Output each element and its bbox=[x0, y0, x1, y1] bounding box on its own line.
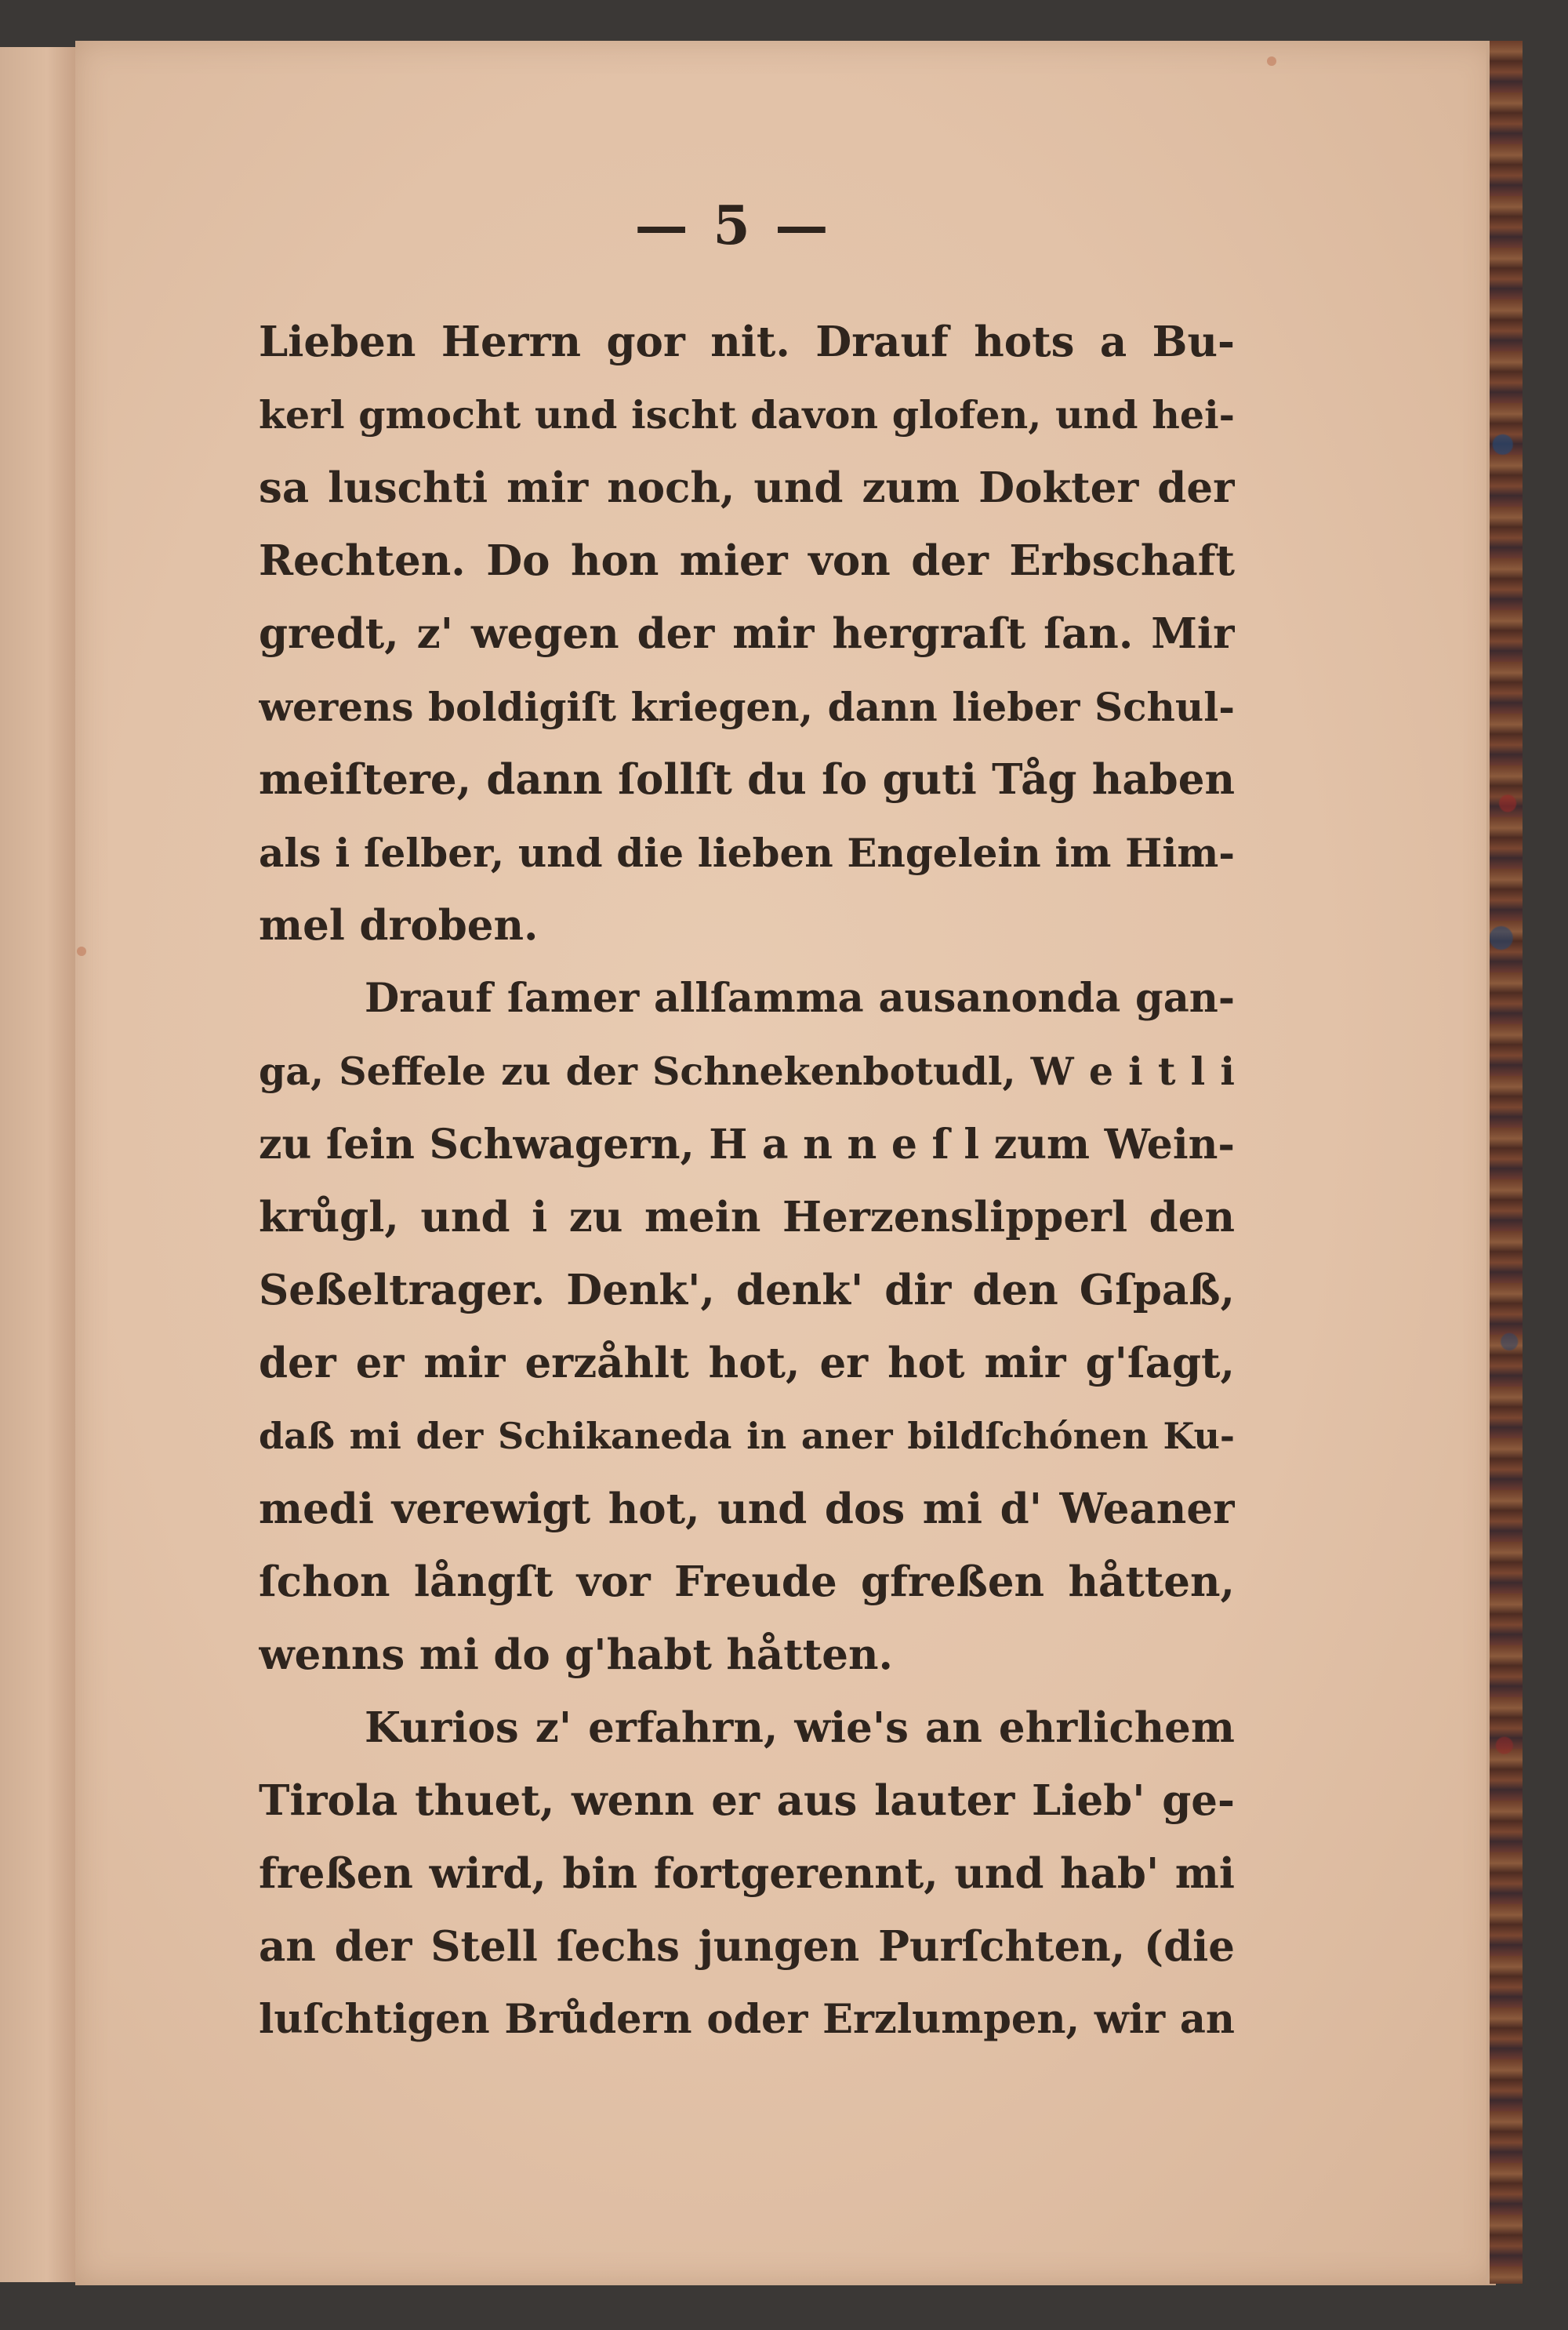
text-line: Lieben Herrn gor nit. Drauf hots a Bu- bbox=[259, 318, 1235, 366]
text-line: ga, Seffele zu der Schnekenbotudl, W e i t l i bbox=[259, 1049, 1235, 1094]
text-line: der er mir erzåhlt hot, er hot mir g'ſagt, bbox=[259, 1339, 1235, 1387]
text-line: freßen wird, bin fortgerennt, und hab' mi bbox=[259, 1849, 1235, 1898]
text-line: Rechten. Do hon mier von der Erbschaft bbox=[259, 536, 1235, 585]
page-number: — 5 — bbox=[634, 194, 832, 257]
text-line: wenns mi do g'habt håtten. bbox=[259, 1630, 893, 1679]
text-line: an der Stell ſechs jungen Purſchten, (die bbox=[259, 1922, 1235, 1971]
paper-speck bbox=[77, 947, 86, 956]
text-line: als i ſelber, und die lieben Engelein im Him- bbox=[259, 830, 1235, 876]
text-line: daß mi der Schikaneda in aner bildſchónen Ku- bbox=[259, 1415, 1235, 1457]
text-line: sa luschti mir noch, und zum Dokter der bbox=[259, 463, 1235, 512]
text-line: luſchtigen Brůdern oder Erzlumpen, wir an bbox=[259, 1996, 1235, 2043]
text-line: Drauf ſamer allſamma ausanonda gan- bbox=[365, 975, 1235, 1022]
paper-speck bbox=[1267, 56, 1276, 66]
text-line: kerl gmocht und ischt davon glofen, und hei- bbox=[259, 392, 1235, 438]
text-line: Seßeltrager. Denk', denk' dir den Gſpaß, bbox=[259, 1266, 1235, 1314]
marbled-book-edge bbox=[1486, 41, 1523, 2284]
text-line: mel droben. bbox=[259, 901, 539, 950]
text-line: zu ſein Schwagern, H a n n e ſ l zum Wein- bbox=[259, 1121, 1235, 1169]
text-line: Tirola thuet, wenn er aus lauter Lieb' ge- bbox=[259, 1776, 1235, 1825]
text-line: krůgl, und i zu mein Herzenslipperl den bbox=[259, 1193, 1235, 1241]
text-line: medi verewigt hot, und dos mi d' Weaner bbox=[259, 1485, 1235, 1533]
text-line: Kurios z' erfahrn, wie's an ehrlichem bbox=[365, 1703, 1235, 1752]
text-line: werens boldigiſt kriegen, dann lieber Schul- bbox=[259, 684, 1235, 730]
text-line: meiſtere, dann ſollſt du ſo guti Tåg haben bbox=[259, 755, 1235, 804]
text-line: gredt, z' wegen der mir hergraſt ſan. Mir bbox=[259, 609, 1235, 658]
previous-page-edge bbox=[0, 47, 81, 2282]
text-block bbox=[259, 306, 1235, 2056]
text-line: ſchon långſt vor Freude gfreßen håtten, bbox=[259, 1558, 1235, 1606]
